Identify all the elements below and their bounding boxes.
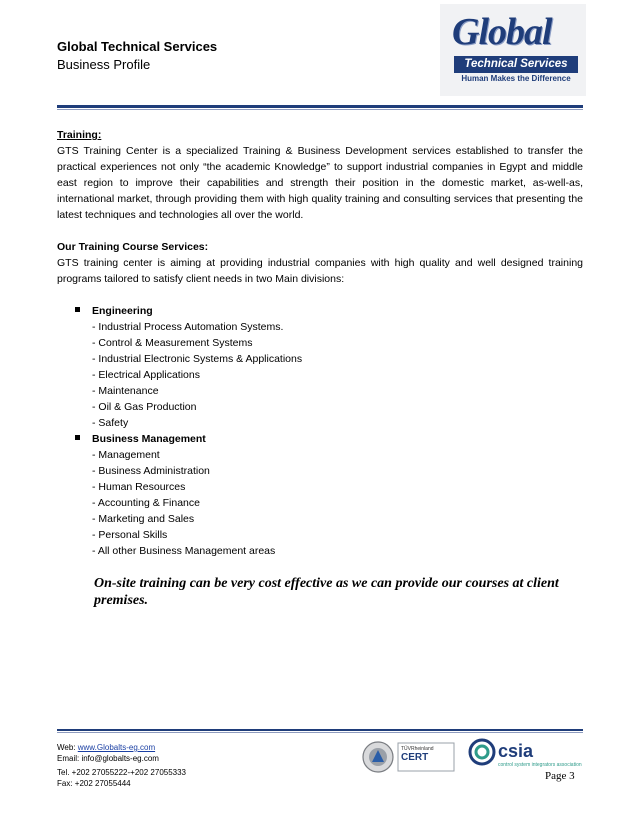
header-rule [57, 105, 583, 108]
page-number: Page 3 [545, 770, 575, 782]
header-title: Global Technical Services [57, 39, 218, 54]
onsite-training-note: On-site training can be very cost effective as we can provide our courses at client premises. [94, 576, 559, 608]
list-item: - Personal Skills [92, 529, 168, 541]
list-item: - Safety [92, 417, 129, 429]
list-item: - Oil & Gas Production [92, 401, 197, 413]
list-item: - Electrical Applications [92, 369, 200, 381]
header-rule-thin [57, 109, 583, 110]
logo-tagline: Human Makes the Difference [461, 74, 571, 83]
logo-band: Technical Services [454, 56, 578, 73]
list-item: - Control & Measurement Systems [92, 337, 253, 349]
list-item: - Marketing and Sales [92, 513, 195, 525]
logo-word: Global [452, 11, 552, 53]
division-name: Business Management [92, 433, 206, 445]
services-section [57, 239, 583, 287]
bullet-square-icon [75, 435, 80, 440]
training-section [57, 127, 583, 223]
footer-tel: Tel. +202 27055222-+202 27055333 [57, 768, 187, 777]
footer-rule-thin [57, 732, 583, 733]
svg-text:TÜVRheinland: TÜVRheinland [401, 746, 434, 752]
list-item: - Industrial Electronic Systems & Applications [92, 353, 303, 365]
footer-email: Email: info@globalts-eg.com [57, 754, 159, 763]
svg-text:CERT: CERT [401, 752, 429, 763]
list-item: - Industrial Process Automation Systems. [92, 321, 284, 333]
footer-fax: Fax: +202 27055444 [57, 779, 131, 788]
division-engineering [75, 303, 153, 319]
list-item: - Accounting & Finance [92, 497, 200, 509]
list-item: - Management [92, 449, 160, 461]
bullet-square-icon [75, 307, 80, 312]
training-paragraph: GTS Training Center is a specialized Training & Business Development services established to transfer the practical experiences not only “the academic Knowledge” to support industrial companies in Egypt and middle east region to improve their capabilities and strength their position in the domestic market, as-well-as, international market, through providing them with high quality training and consulting services that presenting the latest techniques and technologies all over the world. [57, 145, 583, 221]
division-business-management [75, 431, 206, 447]
csia-logo [468, 738, 583, 770]
header-subtitle: Business Profile [57, 57, 151, 72]
tuv-cert-badge [362, 740, 458, 774]
svg-text:control system integrators ass: control system integrators association [498, 762, 582, 768]
list-item: - Business Administration [92, 465, 210, 477]
svg-text:csia: csia [498, 741, 534, 761]
list-item: - Human Resources [92, 481, 186, 493]
services-paragraph: GTS training center is aiming at providing industrial companies with high quality and well designed training programs tailored to satisfy client needs in two Main divisions: [57, 257, 583, 285]
company-logo [440, 4, 586, 96]
footer-web: Web: www.Globalts-eg.com [57, 743, 156, 752]
list-item: - All other Business Management areas [92, 545, 276, 557]
footer-rule [57, 729, 583, 731]
services-heading: Our Training Course Services: [57, 241, 209, 253]
division-name: Engineering [92, 305, 153, 317]
list-item: - Maintenance [92, 385, 159, 397]
website-link[interactable]: www.Globalts-eg.com [77, 743, 156, 752]
training-heading: Training: [57, 129, 102, 141]
